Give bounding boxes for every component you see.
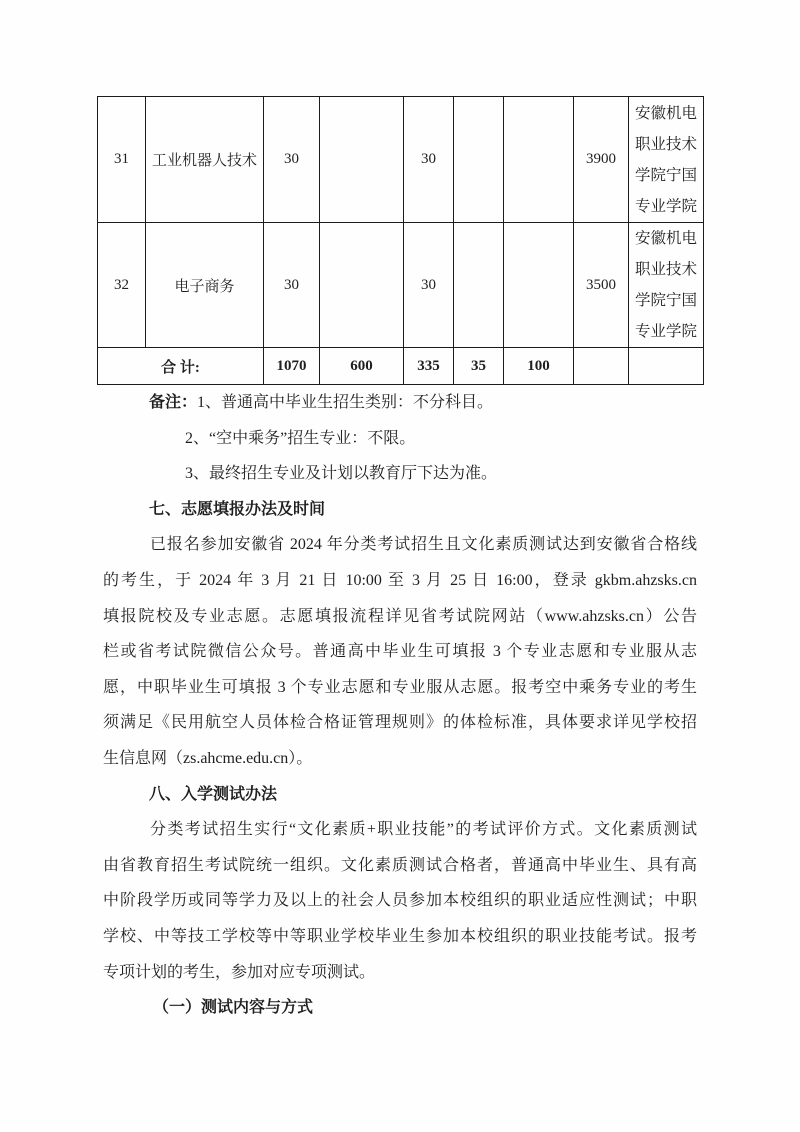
notes-line-1 (103, 385, 697, 421)
total-campus (629, 348, 704, 385)
table-row (98, 223, 704, 348)
section8-line: 学校、中等技工学校等中等职业学校毕业生参加本校组织的职业技能考试。报考 (103, 927, 697, 945)
section7-line: 愿，中职毕业生可填报 3 个专业志愿和专业服从志愿。报考空中乘务专业的考生 (103, 678, 697, 696)
cell-c5: 30 (404, 223, 454, 348)
cell-c4 (320, 223, 404, 348)
cell-campus (629, 97, 704, 223)
campus-line: 学院宁国 (634, 292, 697, 309)
cell-c6 (454, 97, 504, 223)
cell-c5: 30 (404, 97, 454, 223)
note-item-1: 1、普通高中毕业生招生类别：不分科目。 (197, 394, 494, 411)
cell-campus (629, 223, 704, 348)
total-c3: 1070 (264, 348, 320, 385)
total-label: 合 计: (98, 348, 264, 385)
total-fee (574, 348, 629, 385)
campus-line: 安徽机电 (634, 104, 697, 122)
section7-line: 栏或省考试院微信公众号。普通高中毕业生可填报 3 个专业志愿和专业服从志 (103, 643, 697, 661)
table-row (98, 97, 704, 223)
cell-fee: 3900 (574, 97, 629, 223)
total-c4: 600 (320, 348, 404, 385)
cell-major: 工业机器人技术 (146, 97, 264, 223)
cell-seq: 31 (98, 97, 146, 223)
section7-line: 填报院校及专业志愿。志愿填报流程详见省考试院网站（www.ahzsks.cn）公告 (103, 607, 697, 625)
cell-fee: 3500 (574, 223, 629, 348)
campus-line: 职业技术 (634, 261, 697, 278)
cell-c6 (454, 223, 504, 348)
enrollment-plan-table (97, 96, 704, 385)
cell-c7 (504, 97, 574, 223)
section8-line: 由省教育招生考试院统一组织。文化素质测试合格者，普通高中毕业生、具有高 (103, 856, 697, 874)
campus-line: 职业技术 (634, 135, 697, 153)
campus-line: 安徽机电 (634, 230, 697, 247)
section8-line: 分类考试招生实行“文化素质+职业技能”的考试评价方式。文化素质测试 (150, 821, 697, 839)
table-total-row (98, 348, 704, 385)
cell-major: 电子商务 (146, 223, 264, 348)
section7-line: 须满足《民用航空人员体检合格证管理规则》的体检标准，具体要求详见学校招 (103, 714, 697, 732)
section8-line: 专项计划的考生，参加对应专项测试。 (103, 963, 376, 981)
note-item-2: 2、“空中乘务”招生专业：不限。 (185, 429, 416, 447)
section8-line: 中阶段学历或同等学力及以上的社会人员参加本校组织的职业适应性测试；中职 (103, 892, 697, 910)
campus-line: 专业学院 (634, 323, 697, 340)
cell-c4 (320, 97, 404, 223)
note-item-3: 3、最终招生专业及计划以教育厅下达为准。 (185, 465, 498, 483)
document-body (103, 385, 697, 1026)
total-c7: 100 (504, 348, 574, 385)
notes-label: 备注： (149, 394, 198, 411)
campus-line: 专业学院 (634, 197, 697, 215)
campus-line: 学院宁国 (634, 166, 697, 184)
section8-heading: 八、入学测试办法 (149, 785, 278, 803)
cell-c3: 30 (264, 223, 320, 348)
section7-heading: 七、志愿填报办法及时间 (149, 500, 326, 518)
section7-line: 已报名参加安徽省 2024 年分类考试招生且文化素质测试达到安徽省合格线 (150, 536, 697, 554)
cell-seq: 32 (98, 223, 146, 348)
cell-c7 (504, 223, 574, 348)
total-c6: 35 (454, 348, 504, 385)
section7-line: 生信息网（zs.ahcme.edu.cn）。 (103, 749, 313, 767)
total-c5: 335 (404, 348, 454, 385)
section7-line: 的考生，于 2024 年 3 月 21 日 10:00 至 3 月 25 日 16:00，登录 gkbm.ahzsks.cn (103, 571, 697, 589)
subsection-heading: （一）测试内容与方式 (153, 999, 314, 1017)
cell-c3: 30 (264, 97, 320, 223)
